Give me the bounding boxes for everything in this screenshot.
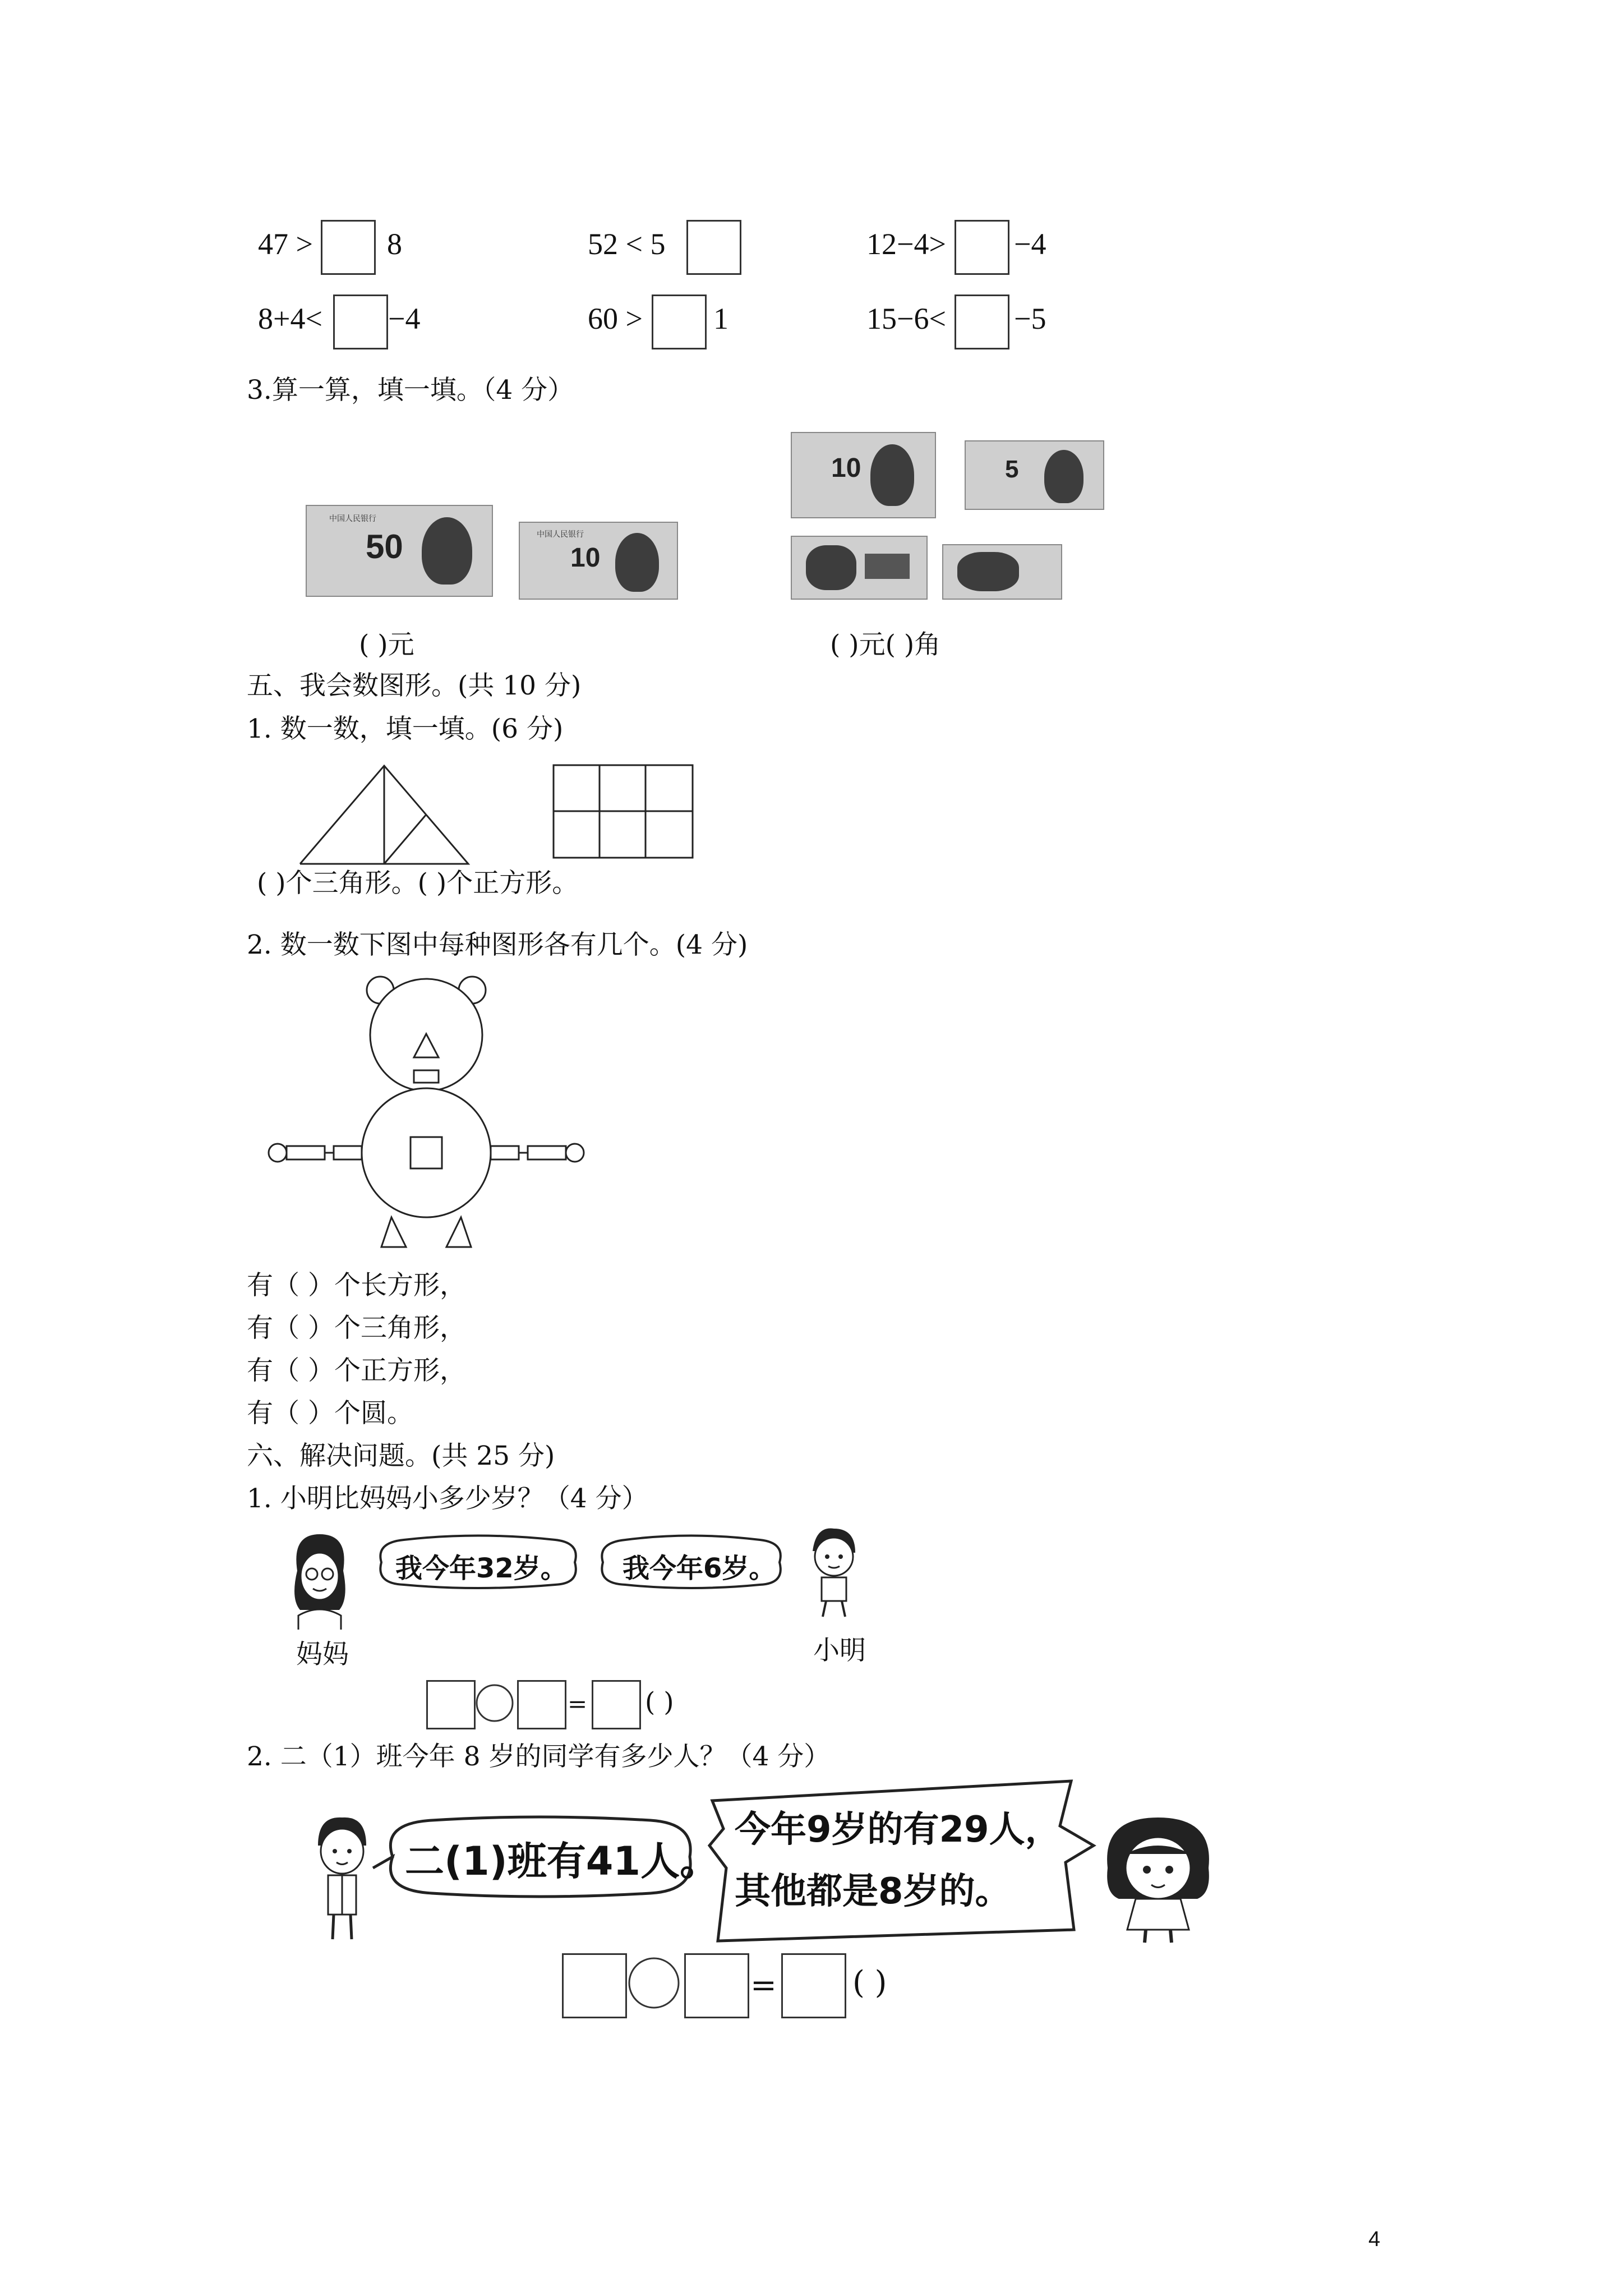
equals-sign-2: = [750,1967,777,2004]
equation2-box-2[interactable] [684,1953,749,2018]
equation-unit-1: ( ) [645,1687,674,1718]
girl-figure [1096,1815,1220,1944]
banknote-50-yuan: 中国人民银行 50 [306,505,493,597]
compare-2b-left: 60 > [588,302,643,335]
compare-1b-left: 52 < 5 [588,227,666,261]
q3-answer-left: ( )元 [359,629,414,660]
section-6-q1-title: 1. 小明比妈妈小多少岁？（4 分） [247,1483,648,1514]
equals-sign: = [568,1690,588,1718]
section-5-q2-title: 2. 数一数下图中每种图形各有几个。(4 分) [247,930,748,960]
robot-shapes-figure [264,968,594,1254]
banknote-10-yuan: 中国人民银行 10 [519,522,678,600]
section-6-title: 六、解决问题。(共 25 分) [247,1441,555,1471]
xiaoming-name-label: 小明 [813,1635,866,1666]
compare-2b-right: 1 [713,302,728,335]
answer-box[interactable] [686,220,741,275]
banknote-jiao-b [942,544,1062,600]
answer-box[interactable] [652,295,707,349]
compare-2a-left: 8+4< [258,302,322,335]
compare-2c-left: 15−6< [866,302,946,335]
section-5-title: 五、我会数图形。(共 10 分) [247,670,582,701]
compare-2a-right: −4 [388,302,421,335]
operator-circle[interactable] [474,1683,515,1723]
shape-count-triangles: 有（ ）个三角形， [247,1313,466,1343]
compare-1c-left: 12−4> [866,227,946,261]
shape-count-rectangles: 有（ ）个长方形， [247,1270,466,1301]
class-speech-text: 二(1)班有41人。 [405,1838,720,1884]
compare-2c-right: −5 [1014,302,1046,335]
girl-speech-line-1: 今年9岁的有29人， [735,1809,1061,1851]
q3-title: 3.算一算，填一填。（4 分） [247,375,574,406]
girl-speech-line-2: 其他都是8岁的。 [735,1871,1011,1912]
banknote-5-yuan: 5 [965,440,1104,510]
answer-box[interactable] [955,295,1009,349]
shape-count-circles: 有（ ）个圆。 [247,1398,413,1429]
xiaoming-figure [805,1526,861,1618]
shape-count-squares: 有（ ）个正方形， [247,1355,466,1386]
compare-1a-right: 8 [387,227,402,261]
mom-name-label: 妈妈 [296,1639,349,1670]
equation2-box-1[interactable] [562,1953,627,2018]
equation-unit-2: ( ) [852,1964,887,2001]
triangles-figure [297,763,550,869]
equation2-box-result[interactable] [781,1953,846,2018]
mom-figure [286,1531,353,1630]
section-6-q2-title: 2. 二（1）班今年 8 岁的同学有多少人？（4 分） [247,1741,831,1772]
equation-box-2[interactable] [517,1680,566,1729]
banknote-10-yuan-b: 10 [791,432,936,518]
section-5-q1-title: 1. 数一数，填一填。(6 分) [247,714,564,744]
mom-speech-text: 我今年32岁。 [395,1553,568,1584]
squares-grid-figure [552,764,698,862]
compare-1a-left: 47 > [258,227,313,261]
boy-speech-text: 我今年6岁。 [623,1553,776,1584]
section-5-q1-answer: ( )个三角形。( )个正方形。 [257,868,579,899]
banknote-jiao-a [791,536,928,600]
q3-answer-right: ( )元( )角 [830,629,941,660]
boy-figure [311,1815,373,1944]
operator2-circle[interactable] [627,1956,681,2010]
answer-box[interactable] [321,220,376,275]
answer-box[interactable] [955,220,1009,275]
equation-box-result[interactable] [592,1680,641,1729]
compare-1c-right: −4 [1014,227,1046,261]
page-number: 4 [1368,2228,1381,2251]
answer-box[interactable] [333,295,388,349]
equation-box-1[interactable] [426,1680,476,1729]
